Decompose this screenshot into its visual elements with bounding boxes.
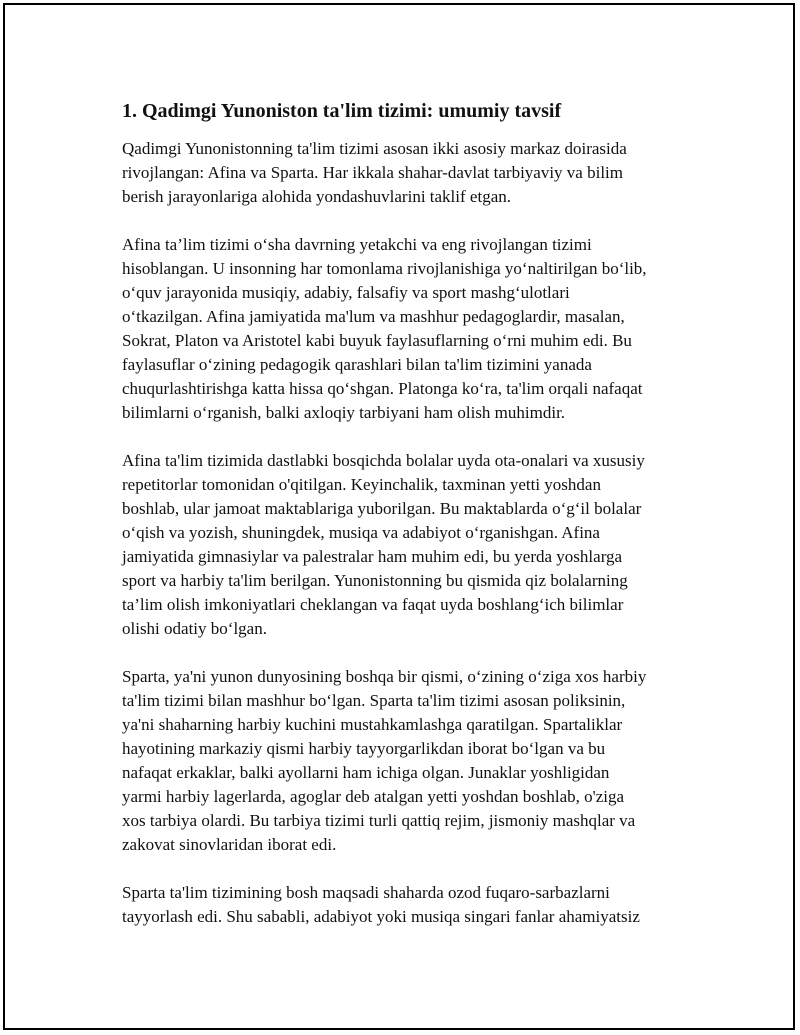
text-line: ta’lim olish imkoniyatlari cheklangan va faqat uyda boshlang‘ich bilimlar: [122, 595, 624, 614]
paragraph-athens-schooling: [122, 449, 697, 641]
text-line: zakovat sinovlaridan iborat edi.: [122, 835, 337, 854]
paragraph-sparta-goal: [122, 881, 697, 929]
text-line: hayotining markaziy qismi harbiy tayyorgarlikdan iborat bo‘lgan va bu: [122, 739, 606, 758]
text-line: Afina ta’lim tizimi o‘sha davrning yetakchi va eng rivojlangan tizimi: [122, 235, 592, 254]
paragraph-sparta-overview: [122, 665, 697, 857]
text-line: chuqurlashtirishga katta hissa qo‘shgan. Platonga ko‘ra, ta'lim orqali nafaqat: [122, 379, 643, 398]
text-line: sport va harbiy ta'lim berilgan. Yunonistonning bu qismida qiz bolalarning: [122, 571, 628, 590]
text-line: Sparta, ya'ni yunon dunyosining boshqa bir qismi, o‘zining o‘ziga xos harbiy: [122, 667, 647, 686]
text-line: rivojlangan: Afina va Sparta. Har ikkala shahar-davlat tarbiyaviy va bilim: [122, 163, 623, 182]
document-body: [122, 97, 697, 953]
text-line: boshlab, ular jamoat maktablariga yuborilgan. Bu maktablarda o‘g‘il bolalar: [122, 499, 642, 518]
text-line: nafaqat erkaklar, balki ayollarni ham ichiga olgan. Junaklar yoshligidan: [122, 763, 610, 782]
text-line: jamiyatida gimnasiylar va palestralar ham muhim edi, bu yerda yoshlarga: [122, 547, 623, 566]
text-line: Qadimgi Yunonistonning ta'lim tizimi asosan ikki asosiy markaz doirasida: [122, 139, 627, 158]
text-line: xos tarbiya olardi. Bu tarbiya tizimi turli qattiq rejim, jismoniy mashqlar va: [122, 811, 636, 830]
section-heading: 1. Qadimgi Yunoniston ta'lim tizimi: umumiy tavsif: [122, 100, 562, 122]
text-line: ya'ni shaharning harbiy kuchini mustahkamlashga qaratilgan. Spartaliklar: [122, 715, 623, 734]
text-line: Sparta ta'lim tizimining bosh maqsadi shaharda ozod fuqaro-sarbazlarni: [122, 883, 610, 902]
page-frame: [3, 3, 795, 1030]
text-line: o‘tkazilgan. Afina jamiyatida ma'lum va mashhur pedagoglardir, masalan,: [122, 307, 625, 326]
text-line: yarmi harbiy lagerlarda, agoglar deb atalgan yetti yoshdan boshlab, o'ziga: [122, 787, 625, 806]
paragraph-intro: [122, 137, 697, 209]
text-line: berish jarayonlariga alohida yondashuvlarini taklif etgan.: [122, 187, 511, 206]
text-line: hisoblangan. U insonning har tomonlama rivojlanishiga yo‘naltirilgan bo‘lib,: [122, 259, 647, 278]
text-line: ta'lim tizimi bilan mashhur bo‘lgan. Sparta ta'lim tizimi asosan poliksinin,: [122, 691, 626, 710]
text-line: o‘qish va yozish, shuningdek, musiqa va adabiyot o‘rganishgan. Afina: [122, 523, 600, 542]
text-line: tayyorlash edi. Shu sababli, adabiyot yoki musiqa singari fanlar ahamiyatsiz: [122, 907, 640, 926]
text-line: repetitorlar tomonidan o'qitilgan. Keyinchalik, taxminan yetti yoshdan: [122, 475, 601, 494]
text-line: o‘quv jarayonida musiqiy, adabiy, falsafiy va sport mashg‘ulotlari: [122, 283, 570, 302]
paragraph-athens-overview: [122, 233, 697, 425]
text-line: faylasuflar o‘zining pedagogik qarashlari bilan ta'lim tizimini yanada: [122, 355, 592, 374]
text-line: Sokrat, Platon va Aristotel kabi buyuk faylasuflarning o‘rni muhim edi. Bu: [122, 331, 632, 350]
text-line: olishi odatiy bo‘lgan.: [122, 619, 267, 638]
text-line: Afina ta'lim tizimida dastlabki bosqichda bolalar uyda ota-onalari va xususiy: [122, 451, 645, 470]
text-line: bilimlarni o‘rganish, balki axloqiy tarbiyani ham olish muhimdir.: [122, 403, 566, 422]
